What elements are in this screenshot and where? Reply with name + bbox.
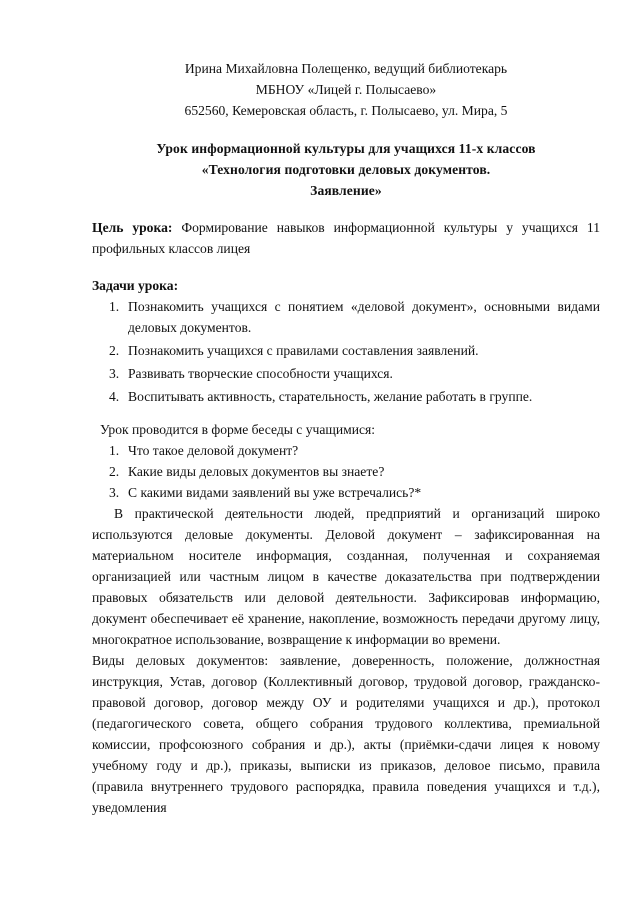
item-text: Какие виды деловых документов вы знаете? [128,464,385,479]
item-text: Познакомить учащихся с понятием «деловой документ», основными видами деловых документов. [128,299,600,335]
lesson-title [92,138,600,201]
item-text: С какими видами заявлений вы уже встречались?* [128,485,422,500]
item-number: 2. [109,464,120,479]
body-paragraph-1: В практической деятельности людей, предприятий и организаций широко используются деловые документы. Деловой документ – зафиксированная на материальном носителе информация, созданная, полученная и сохраняемая организацией или частным лицом в качестве доказательства при подтверждении правовых обязательств или деловой деятельности. Зафиксировав информацию, документ обеспечивает её хранение, накопление, возможность передачи другому лицу, многократное использование, возвращение к информации во времени. [92,506,600,647]
item-text: Развивать творческие способности учащихся. [128,366,393,381]
title-line-3: Заявление» [310,183,382,198]
lesson-goal [92,217,600,259]
list-item [92,482,600,503]
item-text: Познакомить учащихся с правилами составления заявлений. [128,343,479,358]
goal-label: Цель урока: [92,220,173,235]
list-item [92,386,600,407]
list-item [92,296,600,338]
list-item [92,440,600,461]
tasks-list [92,296,600,407]
goal-text: Формирование навыков информационной культуры у учащихся 11 профильных классов лицея [92,220,600,256]
lesson-form-intro: Урок проводится в форме беседы с учащимися: [100,422,376,437]
address-line: 652560, Кемеровская область, г. Полысаево, ул. Мира, 5 [184,103,508,118]
item-number: 2. [109,343,120,358]
title-line-2: «Технология подготовки деловых документов. [201,162,491,177]
list-item [92,461,600,482]
tasks-heading: Задачи урока: [92,278,179,293]
item-number: 1. [109,299,120,314]
item-number: 4. [109,389,120,404]
questions-list [92,440,600,503]
item-number: 3. [109,366,120,381]
author-line: Ирина Михайловна Полещенко, ведущий библиотекарь [184,61,508,76]
list-item [92,363,600,384]
document-page [92,58,600,818]
school-line: МБНОУ «Лицей г. Полысаево» [255,82,437,97]
title-line-1: Урок информационной культуры для учащихся 11-х классов [156,141,536,156]
item-number: 1. [109,443,120,458]
item-number: 3. [109,485,120,500]
item-text: Что такое деловой документ? [128,443,299,458]
item-text: Воспитывать активность, старательность, желание работать в группе. [128,389,533,404]
author-header [92,58,600,121]
list-item [92,340,600,361]
body-paragraph-2: Виды деловых документов: заявление, доверенность, положение, должностная инструкция, Устав, договор (Коллективный договор, трудовой договор, гражданско-правовой договор, договор между ОУ и родителями учащихся и др.), протокол (педагогического совета, общего собрания трудового коллектива, премиальной комиссии, профсоюзного собрания и др.), акты (приёмки-сдачи лицея к новому учебному году и др.), приказы, выписки из приказов, деловое письмо, правила (правила внутреннего трудового распорядка, правила поведения учащихся и т.д.), уведомления [92,653,600,815]
